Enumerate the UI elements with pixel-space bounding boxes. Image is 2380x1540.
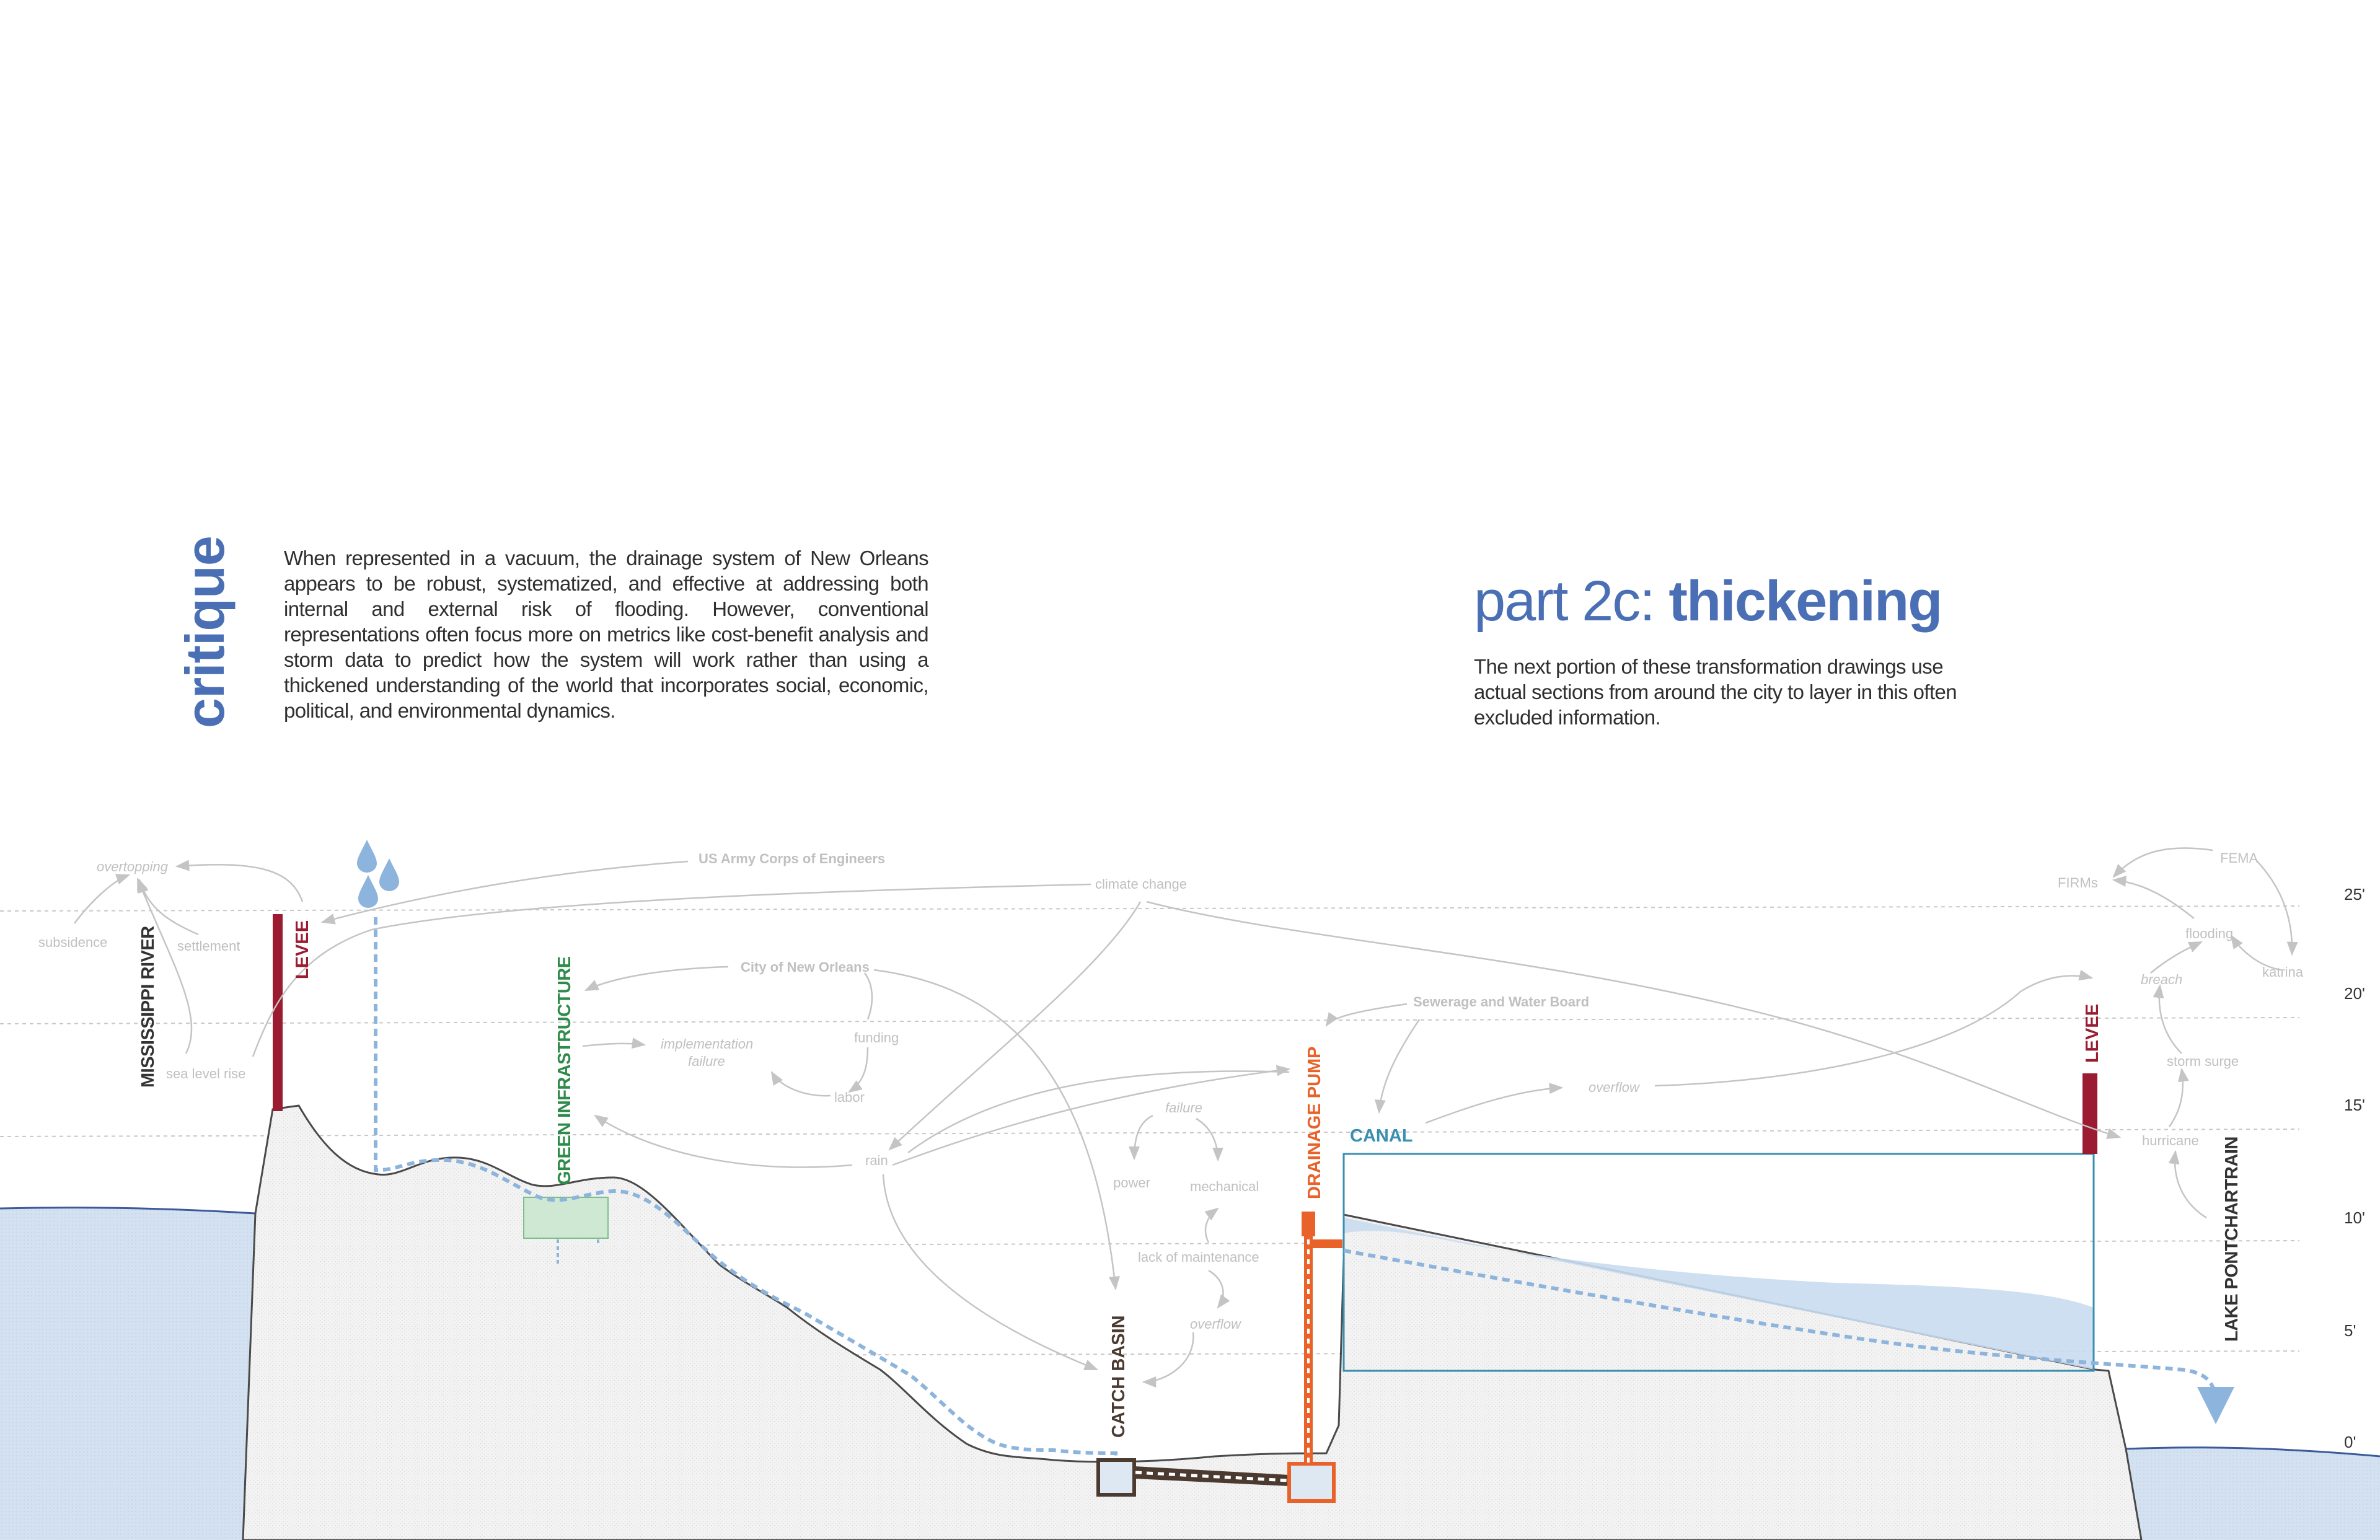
label-drainage-pump: DRAINAGE PUMP <box>1305 1046 1324 1199</box>
arrow-labor-to-implementation <box>772 1072 831 1096</box>
arrow-rain-to-pump <box>892 1069 1289 1165</box>
label-mechanical: mechanical <box>1190 1179 1259 1194</box>
elevation-label-15: 15' <box>2344 1096 2365 1114</box>
label-overtopping: overtopping <box>97 859 168 874</box>
label-lack-of-maintenance: lack of maintenance <box>1138 1249 1259 1265</box>
arrow-failure-to-mechanical <box>1196 1119 1218 1160</box>
arrow-subsidence-to-overtopping <box>74 875 129 923</box>
gridline-15 <box>0 1129 2299 1137</box>
label-failure: failure <box>1165 1100 1202 1115</box>
label-city-of-new-orleans: City of New Orleans <box>741 959 870 975</box>
arrow-levee-to-overtopping <box>177 865 302 902</box>
label-funding: funding <box>854 1030 899 1045</box>
label-overflow-canal: overflow <box>1589 1080 1639 1095</box>
levee-right-wall <box>2082 1073 2097 1154</box>
arrow-corps-to-levee <box>322 861 688 922</box>
drainage-pump-head <box>1302 1212 1315 1236</box>
arrow-breach-to-flooding <box>2151 942 2202 973</box>
label-fema: FEMA <box>2220 850 2259 866</box>
arrow-canal-to-overflow <box>1426 1088 1562 1123</box>
arrow-maintenance-to-mechanical <box>1205 1208 1218 1243</box>
label-flooding: flooding <box>2185 926 2234 941</box>
label-overflow-pump: overflow <box>1190 1316 1241 1332</box>
label-sewerage-water-board: Sewerage and Water Board <box>1413 994 1590 1010</box>
arrow-city-to-green <box>586 967 728 990</box>
levee-left-wall <box>273 914 283 1111</box>
label-breach: breach <box>2141 972 2183 987</box>
arrow-pump-failure-loop <box>908 1071 1289 1153</box>
arrow-flooding-to-firms <box>2113 880 2194 918</box>
arrow-fema-to-katrina <box>2256 860 2292 954</box>
gridline-25 <box>0 906 2299 911</box>
label-levee-left: LEVEE <box>293 920 312 979</box>
arrow-overflow-to-catchbasin <box>1144 1332 1193 1382</box>
raindrop-icon <box>357 840 377 873</box>
arrow-maintenance-to-overflow <box>1209 1270 1223 1308</box>
elevation-label-10: 10' <box>2344 1208 2365 1227</box>
mississippi-river-water <box>0 1208 255 1540</box>
arrow-green-to-implementation <box>583 1044 645 1046</box>
label-storm-surge: storm surge <box>2167 1054 2239 1069</box>
arrow-swb-to-canal <box>1379 1019 1419 1112</box>
arrow-failure-to-power <box>1134 1115 1153 1159</box>
arrow-hurricane-to-stormsurge <box>2169 1069 2183 1127</box>
label-us-army-corps: US Army Corps of Engineers <box>699 851 886 866</box>
part-paragraph: The next portion of these transformation drawings use actual sections from around the city to layer in this often excluded information. <box>1474 655 1957 729</box>
label-labor: labor <box>834 1089 865 1105</box>
label-settlement: settlement <box>177 938 240 954</box>
part-title-bold: thickening <box>1668 570 1942 633</box>
lake-pontchartrain-water <box>2126 1448 2380 1540</box>
elevation-label-25: 25' <box>2344 885 2365 904</box>
critique-title: critique <box>174 536 236 728</box>
raindrop-icon <box>379 858 399 891</box>
label-implementation: implementation <box>661 1036 754 1052</box>
gridline-20 <box>0 1018 2299 1024</box>
label-lake-pontchartrain: LAKE PONTCHARTRAIN <box>2222 1137 2242 1342</box>
label-subsidence: subsidence <box>38 935 108 950</box>
label-rain: rain <box>865 1153 888 1168</box>
label-climate-change: climate change <box>1095 876 1187 892</box>
label-green-infrastructure: GREEN INFRASTRUCTURE <box>555 956 575 1185</box>
arrow-lake-to-hurricane <box>2175 1151 2206 1218</box>
label-firms: FIRMs <box>2058 875 2098 891</box>
arrow-stormsurge-to-breach <box>2159 985 2182 1054</box>
raindrop-icon <box>358 875 378 908</box>
arrow-swb-to-pump <box>1326 1004 1407 1026</box>
label-katrina: katrina <box>2262 964 2304 980</box>
label-implementation-failure: failure <box>688 1054 725 1069</box>
elevation-label-5: 5' <box>2344 1321 2356 1340</box>
arrow-fema-to-firms <box>2113 848 2213 877</box>
label-power: power <box>1113 1175 1150 1190</box>
elevation-labels <box>2344 885 2365 1451</box>
arrow-overflow-to-breach <box>1655 975 2092 1086</box>
critique-paragraph: When represented in a vacuum, the drainage system of New Orleans appears to be robust, systematized, and effective at addressing both internal and external risk of flooding. However, conventional representations often focus more on metrics like cost-benefit analysis and storm data to predict how the system will work rather than using a thickened understanding of the world that incorporates social, economic, political, and environmental dynamics. <box>284 547 928 722</box>
label-hurricane: hurricane <box>2142 1133 2199 1148</box>
drainage-pump-box <box>1289 1464 1334 1501</box>
label-sea-level-rise: sea level rise <box>166 1066 246 1081</box>
drainage-pump-outlet <box>1308 1239 1342 1248</box>
part-title-prefix: part 2c: <box>1474 570 1669 633</box>
elevation-label-20: 20' <box>2344 984 2365 1003</box>
raindrop-icons <box>357 840 399 908</box>
arrow-climate-to-rain <box>889 902 1140 1150</box>
arrow-climate-to-hurricane <box>1147 902 2120 1137</box>
catch-basin-box <box>1098 1460 1134 1495</box>
label-catch-basin: CATCH BASIN <box>1109 1315 1129 1438</box>
arrow-rain-to-green <box>595 1115 852 1167</box>
elevation-label-0: 0' <box>2344 1433 2356 1451</box>
label-levee-right: LEVEE <box>2082 1003 2102 1063</box>
label-canal: CANAL <box>1350 1126 1413 1146</box>
green-infrastructure-box <box>524 1197 608 1238</box>
arrow-funding-to-labor <box>849 1047 868 1092</box>
arrow-rain-to-catchbasin <box>883 1174 1097 1370</box>
label-mississippi-river: MISSISSIPPI RIVER <box>138 926 158 1088</box>
arrow-city-to-funding <box>865 973 872 1019</box>
